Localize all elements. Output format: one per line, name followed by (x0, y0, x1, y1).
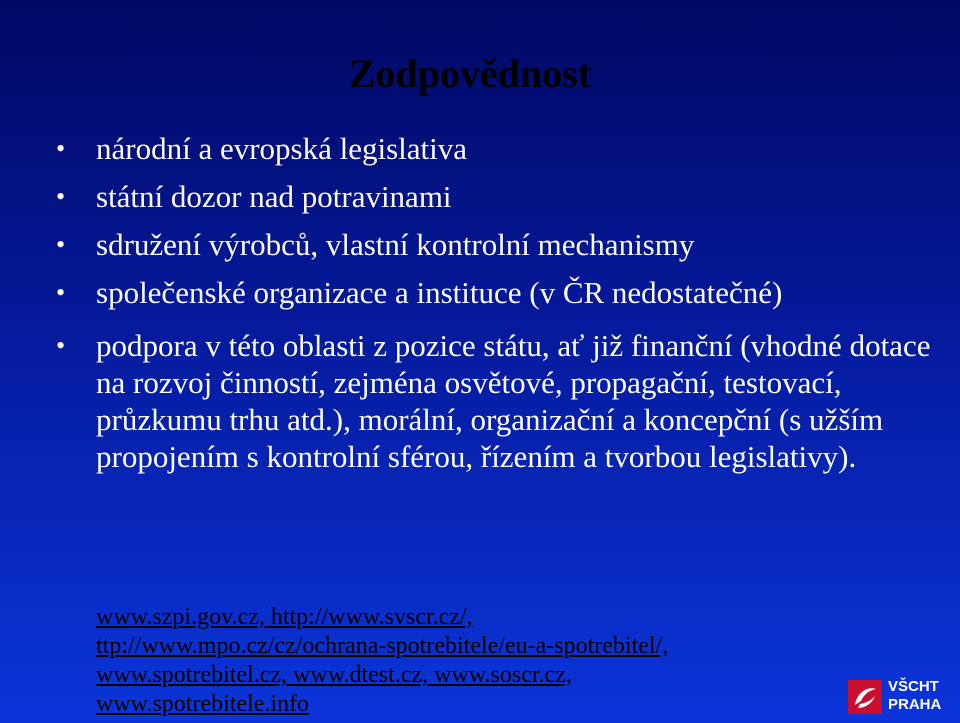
bullet-text: sdružení výrobců, vlastní kontrolní mechanismy (96, 227, 695, 262)
bullet-text: podpora v této oblasti z pozice státu, ať již finanční (vhodné dotace na rozvoj činností, zejména osvětové, propagační, testovací, průzkumu trhu atd.), morální, organizační a koncepční (s užším propojením s kontrolní sférou, řízením a tvorbou legislativy). (96, 328, 931, 474)
logo-text (888, 678, 941, 714)
bullet-item (56, 327, 936, 475)
link-line[interactable]: www.spotrebitel.cz, www.dtest.cz, www.soscr.cz, (96, 662, 572, 688)
vscht-logo-icon (848, 680, 882, 714)
bullet-icon: • (56, 134, 66, 163)
bullet-icon: • (56, 182, 66, 211)
logo-line-2: PRAHA (888, 696, 942, 713)
bullet-text: národní a evropská legislativa (96, 131, 468, 166)
link-line[interactable]: ttp://www.mpo.cz/cz/ochrana-spotrebitele/eu-a-spotrebitel/, (96, 633, 669, 659)
bullet-text: společenské organizace a instituce (v ČR nedostatečné) (96, 275, 783, 310)
bullet-icon: • (56, 278, 66, 307)
slide-title-text: Zodpovědnost (348, 51, 592, 96)
bullet-item (56, 130, 936, 167)
link-line[interactable]: www.spotrebitele.info (96, 691, 310, 717)
slide-title (0, 50, 940, 97)
vscht-logo (848, 677, 952, 717)
bullet-item (56, 274, 936, 311)
bullet-text: státní dozor nad potravinami (96, 179, 452, 214)
bullet-item (56, 226, 936, 263)
bullet-icon: • (56, 331, 66, 360)
link-line[interactable]: www.szpi.gov.cz, http://www.svscr.cz/, (96, 604, 473, 630)
reference-links (96, 603, 856, 719)
bullet-icon: • (56, 230, 66, 259)
bullet-list (56, 130, 936, 475)
bullet-item (56, 178, 936, 215)
logo-line-1: VŠCHT (888, 678, 939, 695)
